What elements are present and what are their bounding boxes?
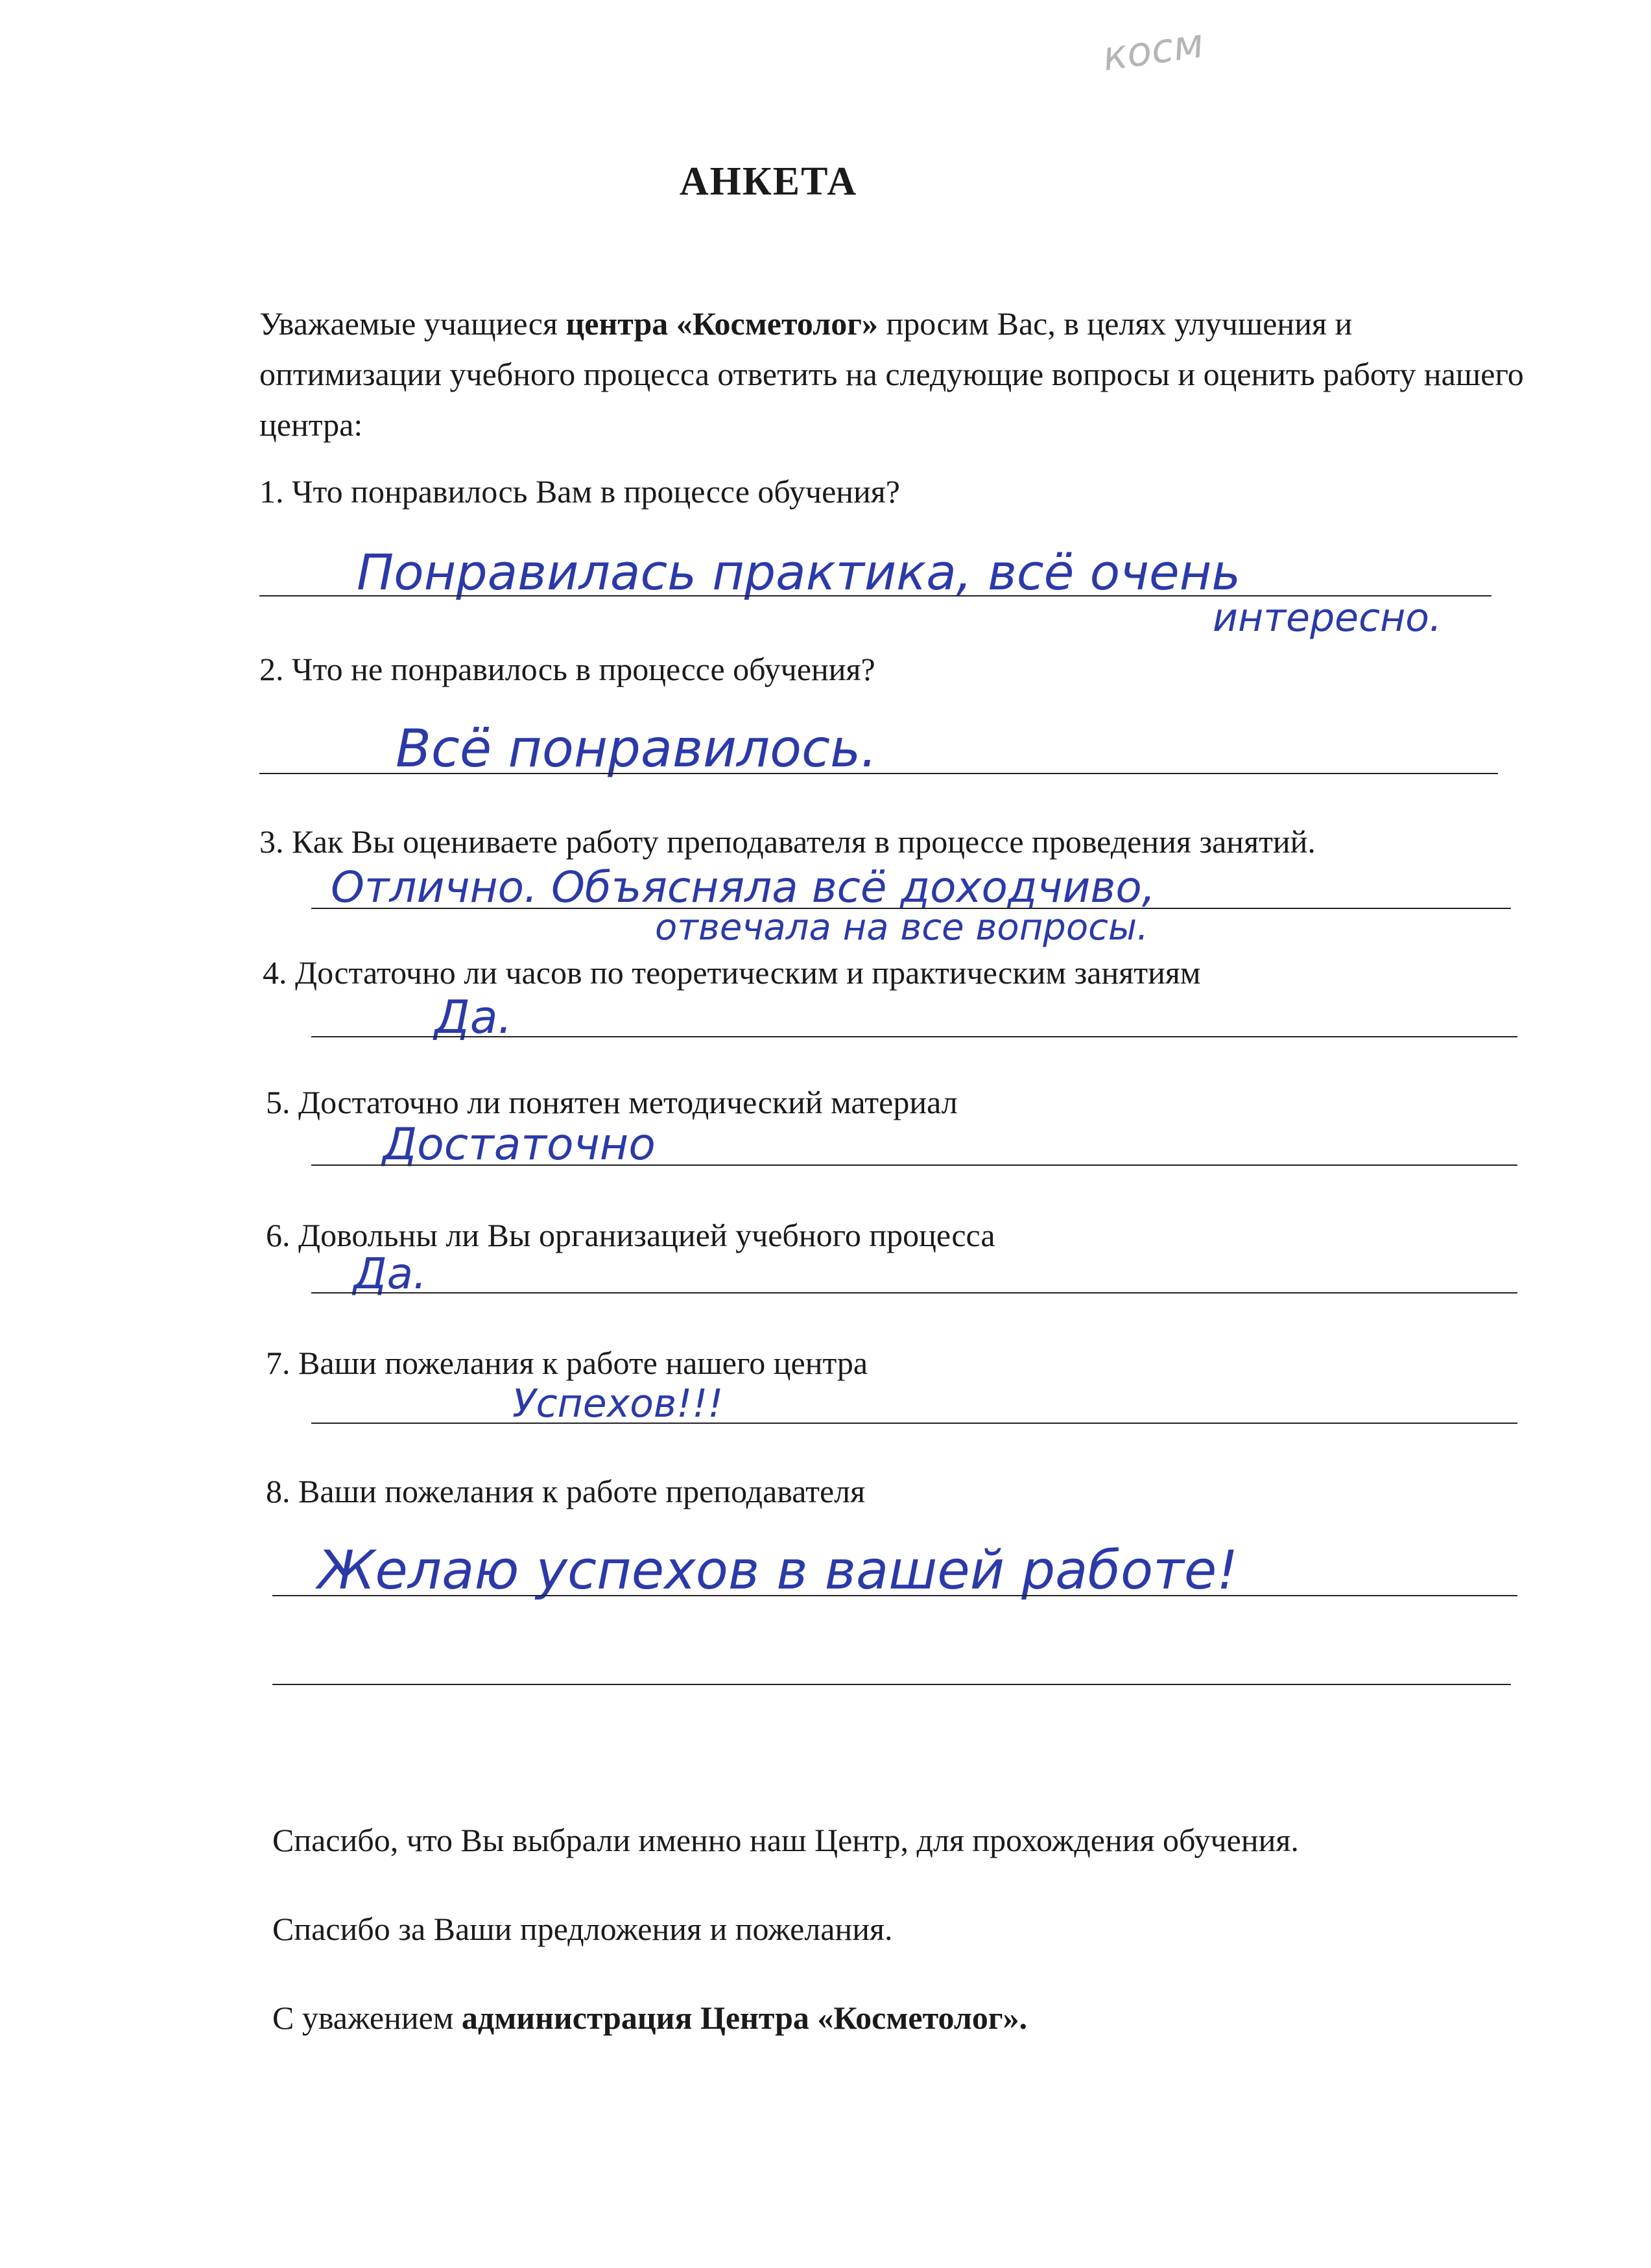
question-3 xyxy=(259,822,1316,861)
question-number: 2. xyxy=(259,651,284,687)
closing-thanks-choice: Спасибо, что Вы выбрали именно наш Центр, для прохождения обучения. xyxy=(272,1822,1299,1858)
question-number: 8. xyxy=(266,1473,291,1509)
question-number: 4. xyxy=(263,954,287,991)
intro-paragraph xyxy=(259,298,1530,450)
closing-regards: С уважением xyxy=(272,2000,462,2036)
question-1 xyxy=(259,472,900,511)
answer-line-extra xyxy=(272,1684,1511,1685)
answer-8: Желаю успехов в вашей работе! xyxy=(318,1540,1239,1601)
question-number: 3. xyxy=(259,823,284,860)
question-text: Как Вы оцениваете работу преподавателя в процессе проведения занятий. xyxy=(292,823,1316,860)
answer-3-line-2: отвечала на все вопросы. xyxy=(655,906,1148,949)
answer-1-line-2: интересно. xyxy=(1213,595,1442,641)
answer-line xyxy=(311,1036,1517,1037)
answer-line xyxy=(311,1164,1517,1166)
answer-4: Да. xyxy=(434,991,512,1044)
question-text: Довольны ли Вы организацией учебного процесса xyxy=(298,1217,995,1253)
answer-5: Достаточно xyxy=(383,1119,656,1170)
question-number: 5. xyxy=(266,1084,291,1120)
answer-line xyxy=(311,1292,1517,1293)
question-number: 6. xyxy=(266,1217,291,1253)
question-number: 1. xyxy=(259,473,284,510)
question-number: 7. xyxy=(266,1345,291,1381)
answer-line xyxy=(272,1595,1517,1596)
question-text: Ваши пожелания к работе преподавателя xyxy=(298,1473,866,1509)
question-text: Что понравилось Вам в процессе обучения? xyxy=(292,473,900,510)
question-8 xyxy=(266,1472,865,1511)
answer-2: Всё понравилось. xyxy=(396,718,877,779)
question-2 xyxy=(259,650,875,689)
question-4 xyxy=(263,953,1200,992)
page-title: АНКЕТА xyxy=(679,159,858,204)
closing-signature xyxy=(272,1998,1027,2037)
intro-text-2: просим Вас, в целях улучшения и оптимизации учебного процесса ответить на следующие вопросы и оценить работу нашего центра: xyxy=(259,305,1524,443)
answer-6: Да. xyxy=(353,1249,427,1299)
question-7 xyxy=(266,1343,868,1382)
closing-administration: администрация Центра «Косметолог». xyxy=(461,2000,1028,2036)
question-text: Достаточно ли понятен методический материал xyxy=(298,1084,958,1120)
answer-line xyxy=(259,773,1498,774)
question-5 xyxy=(266,1083,958,1122)
answer-7: Успехов!!! xyxy=(512,1381,724,1426)
intro-center-name: центра «Косметолог» xyxy=(565,305,878,342)
answer-line xyxy=(311,1423,1517,1424)
question-text: Достаточно ли часов по теоретическим и практическим занятиям xyxy=(295,954,1201,991)
answer-1-line-1: Понравилась практика, всё очень xyxy=(357,543,1241,601)
question-text: Что не понравилось в процессе обучения? xyxy=(292,651,875,687)
answer-3-line-1: Отлично. Объясняла всё доходчиво, xyxy=(331,862,1156,912)
intro-text-1: Уважаемые учащиеся xyxy=(259,305,566,342)
corner-handwritten-note: косм xyxy=(1099,19,1207,80)
question-text: Ваши пожелания к работе нашего центра xyxy=(298,1345,868,1381)
closing-thanks-suggestions: Спасибо за Ваши предложения и пожелания. xyxy=(272,1911,893,1947)
